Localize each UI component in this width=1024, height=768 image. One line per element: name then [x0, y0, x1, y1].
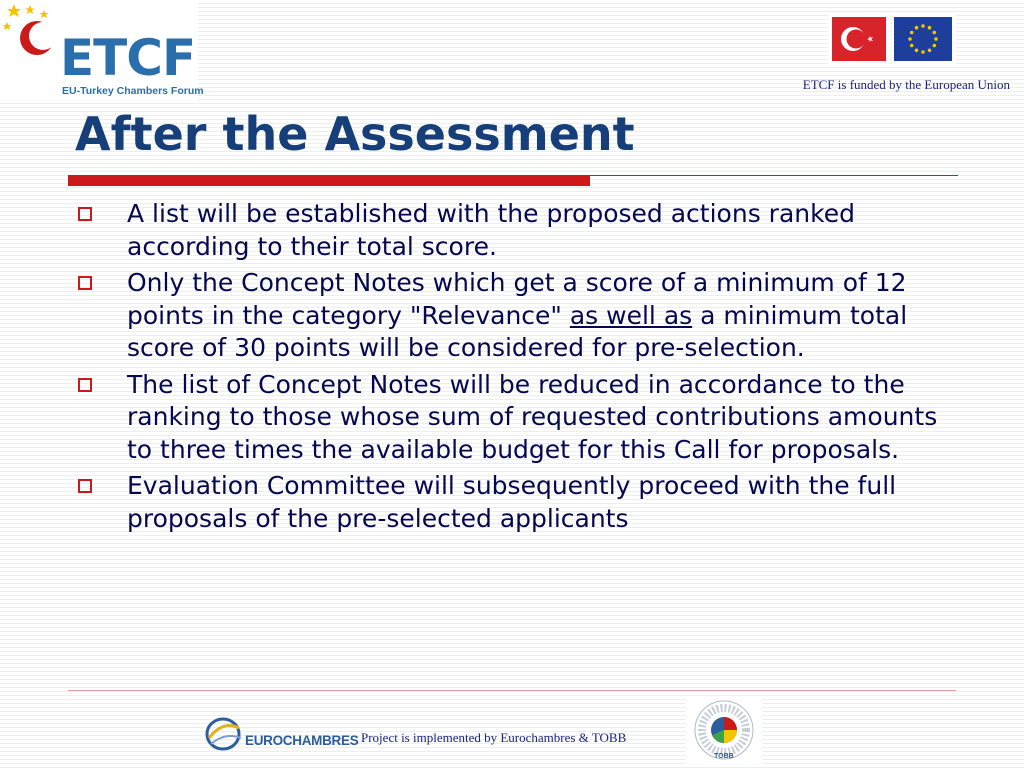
- hollow-square-icon: [78, 378, 92, 392]
- funding-note: ETCF is funded by the European Union: [802, 77, 1010, 92]
- slide-title: After the Assessment: [75, 107, 635, 161]
- eurochambres-logo: [203, 712, 359, 754]
- bullet-text: Evaluation Committee will subsequently proceed with the full proposals of the pre-selected applicants: [127, 471, 897, 533]
- eurochambres-wordmark: EUROCHAMBRES: [245, 733, 359, 748]
- eu-flag-icon: [892, 13, 956, 65]
- bullet-text: The list of Concept Notes will be reduced in accordance to the ranking to those whose sum of requested contributions amounts to three times the available budget for this Call for proposals.: [127, 369, 938, 464]
- hollow-square-icon: [78, 276, 92, 290]
- footer-divider: [68, 690, 956, 691]
- eurochambres-swirl-icon: [203, 712, 245, 754]
- bullet-text-end: a minimum total score of 30 points will be considered for pre-selection.: [127, 300, 908, 362]
- bullet-item: [78, 267, 958, 365]
- logo-wordmark: ETCF: [60, 29, 196, 87]
- hollow-square-icon: [78, 479, 92, 493]
- tobb-wordmark: TOBB: [714, 753, 734, 760]
- bullet-item: [78, 369, 958, 467]
- bullet-text-underlined: as well as: [569, 300, 693, 330]
- etcf-logo: [0, 0, 204, 102]
- hollow-square-icon: [78, 207, 92, 221]
- bullet-item: [78, 470, 958, 535]
- bullet-text: A list will be established with the proposed actions ranked according to their total score.: [127, 199, 855, 261]
- title-underline-thin: [590, 175, 958, 176]
- bullet-list: [78, 198, 958, 539]
- turkey-flag-icon: [828, 13, 890, 65]
- title-underline-thick: [68, 175, 590, 186]
- bullet-text-start: Only the Concept Notes which get a score of a minimum of 12 points in the category "Relevance": [127, 268, 907, 330]
- tobb-logo: [686, 697, 762, 767]
- bullet-item: [78, 198, 958, 263]
- logo-subtitle: EU-Turkey Chambers Forum: [62, 85, 204, 97]
- project-note: Project is implemented by Eurochambres & TOBB: [361, 730, 627, 745]
- flags-banner: [828, 13, 956, 65]
